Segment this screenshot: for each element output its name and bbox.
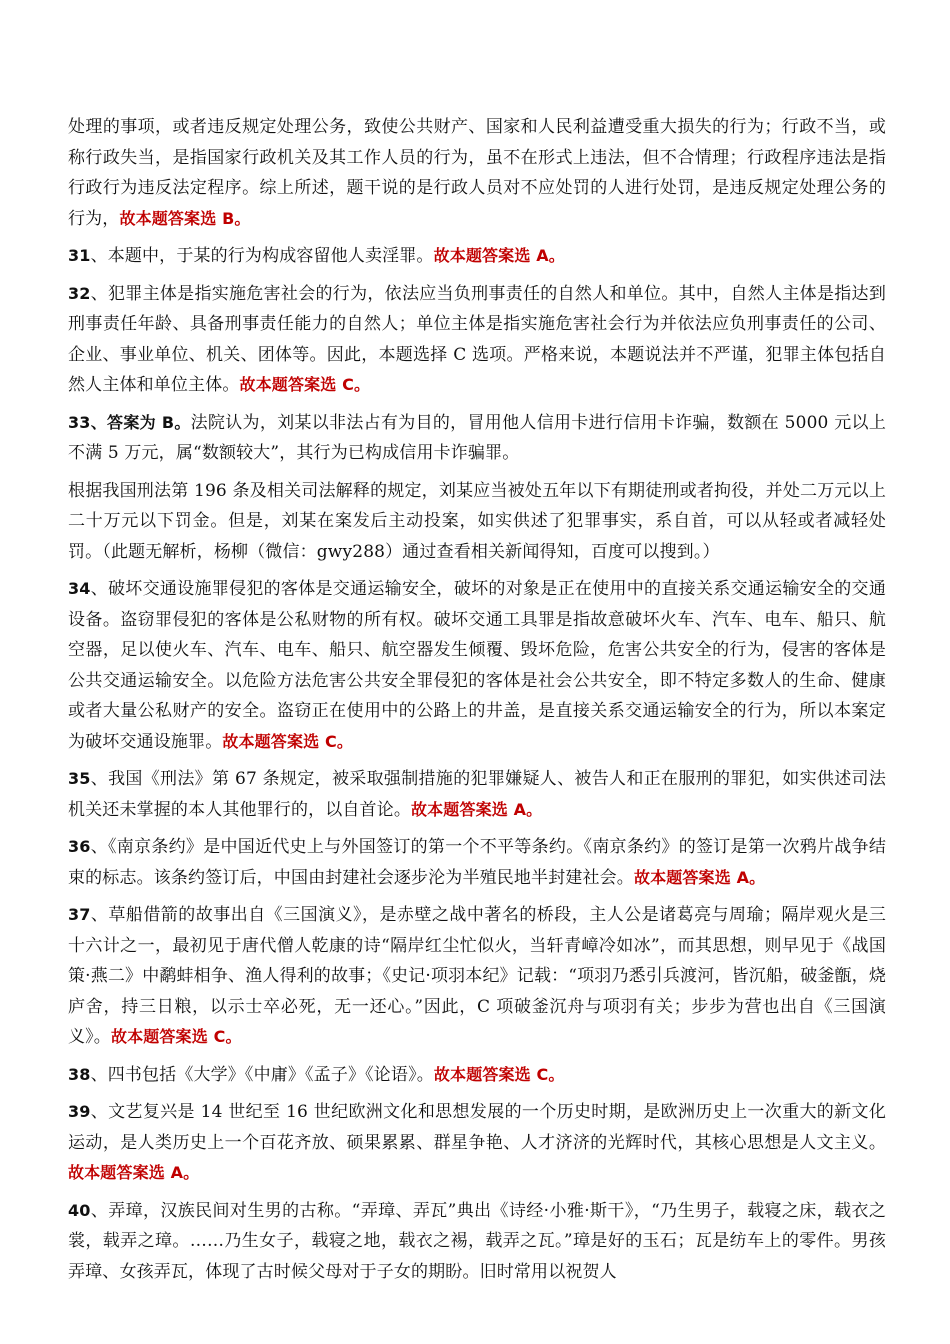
item-number: 31	[68, 246, 91, 265]
paragraph-text: 、犯罪主体是指实施危害社会的行为，依法应当负刑事责任的自然人和单位。其中，自然人主体是指达到刑事责任年龄、具备刑事责任能力的自然人；单位主体是指实施危害社会行为并依法应负刑事责任的公司、企业、事业单位、机关、团体等。因此，本题选择 C 选项。严格来说，本题说法并不严谨，犯罪主体包括自然人主体和单位主体。	[68, 283, 886, 395]
paragraph-text: 处理的事项，或者违反规定处理公务，致使公共财产、国家和人民利益遭受重大损失的行为；行政不当，或称行政失当，是指国家行政机关及其工作人员的行为，虽不在形式上违法，但不合情理；行政程序违法是指行政行为违反法定程序。综上所述，题干说的是行政人员对不应处罚的人进行处罚，是违反规定处理公务的行为，	[68, 117, 886, 229]
paragraph-text: 、文艺复兴是 14 世纪至 16 世纪欧洲文化和思想发展的一个历史时期，是欧洲历史上一次重大的新文化运动，是人类历史上一个百花齐放、硕果累累、群星争艳、人才济济的光辉时代，其核心思想是人文主义。	[68, 1102, 886, 1153]
answer-text: 故本题答案选 A。	[433, 246, 565, 265]
item-number: 38	[68, 1064, 91, 1084]
paragraph-continuation	[68, 112, 886, 234]
paragraph-text: 、四书包括《大学》《中庸》《孟子》《论语》。	[90, 1064, 434, 1085]
answer-item-33	[68, 408, 886, 469]
answer-text: 故本题答案选 A。	[68, 1163, 200, 1182]
answer-text: 故本题答案选 A。	[411, 799, 543, 819]
answer-item-36	[68, 832, 886, 893]
item-number: 37	[68, 905, 91, 924]
document-page	[68, 112, 886, 1294]
answer-item-37	[68, 900, 886, 1053]
answer-item-32	[68, 279, 886, 401]
item-number: 40	[68, 1200, 91, 1220]
answer-text: 故本题答案选 C。	[433, 1064, 565, 1084]
paragraph-text: 、弄璋，汉族民间对生男的古称。“弄璋、弄瓦”典出《诗经·小雅·斯干》，“乃生男子，载寝之床，载衣之裳，载弄之璋。……乃生女子，载寝之地，载衣之裼，载弄之瓦。”璋是好的玉石；瓦是纺车上的零件。男孩弄璋、女孩弄瓦，体现了古时候父母对于子女的期盼。旧时常用以祝贺人	[68, 1200, 886, 1282]
answer-text: 故本题答案选 C。	[110, 1027, 242, 1046]
paragraph-text: 根据我国刑法第 196 条及相关司法解释的规定，刘某应当被处五年以下有期徒刑或者拘役，并处二万元以上二十万元以下罚金。但是，刘某在案发后主动投案，如实供述了犯罪事实，系自首，可以从轻或者减轻处罚。（此题无解析，杨柳（微信：gwy288）通过查看相关新闻得知，百度可以搜到。）	[68, 480, 886, 562]
paragraph-33-detail	[68, 476, 886, 568]
paragraph-text: 、草船借箭的故事出自《三国演义》，是赤壁之战中著名的桥段，主人公是诸葛亮与周瑜；隔岸观火是三十六计之一，最初见于唐代僧人乾康的诗“隔岸红尘忙似火，当轩青嶂冷如冰”，而其思想，则早见于《战国策·燕二》中鹬蚌相争、渔人得利的故事；《史记·项羽本纪》记载：“项羽乃悉引兵渡河，皆沉船，破釜甑，烧庐舍，持三日粮，以示士卒必死，无一还心。”因此，C 项破釜沉舟与项羽有关；步步为营也出自《三国演义》。	[68, 905, 886, 1047]
answer-item-34	[68, 574, 886, 757]
item-number: 35	[68, 769, 91, 788]
item-number: 36	[68, 837, 91, 856]
paragraph-text: 、我国《刑法》第 67 条规定，被采取强制措施的犯罪嫌疑人、被告人和正在服刑的罪犯，如实供述司法机关还未掌握的本人其他罪行的，以自首论。	[68, 769, 886, 820]
item-number: 39	[68, 1102, 91, 1121]
paragraph-text: 、本题中，于某的行为构成容留他人卖淫罪。	[90, 246, 434, 266]
answer-text: 故本题答案选 A。	[633, 867, 766, 887]
answer-label: 、答案为 B。	[90, 412, 191, 432]
answer-text: 故本题答案选 B。	[119, 208, 251, 228]
answer-item-35	[68, 764, 886, 825]
paragraph-text: 、破坏交通设施罪侵犯的客体是交通运输安全，破坏的对象是正在使用中的直接关系交通运输安全的交通设备。盗窃罪侵犯的客体是公私财物的所有权。破坏交通工具罪是指故意破坏火车、汽车、电车、船只、航空器，足以使火车、汽车、电车、船只、航空器发生倾覆、毁坏危险，危害公共安全的行为，侵害的客体是公共交通运输安全。以危险方法危害公共安全罪侵犯的客体是社会公共安全，即不特定多数人的生命、健康或者大量公私财产的安全。盗窃正在使用中的公路上的井盖，是直接关系交通运输安全的行为，所以本案定为破坏交通设施罪。	[68, 579, 886, 752]
item-number: 34	[68, 579, 91, 598]
paragraph-text: 、《南京条约》是中国近代史上与外国签订的第一个不平等条约。《南京条约》的签订是第一次鸦片战争结束的标志。该条约签订后，中国由封建社会逐步沦为半殖民地半封建社会。	[68, 837, 886, 888]
answer-item-40	[68, 1196, 886, 1288]
answer-text: 故本题答案选 C。	[222, 731, 354, 751]
item-number: 32	[68, 283, 91, 303]
answer-item-31	[68, 241, 886, 272]
paragraph-text: 法院认为，刘某以非法占有为目的，冒用他人信用卡进行信用卡诈骗，数额在 5000 元以上不满 5 万元，属“数额较大”，其行为已构成信用卡诈骗罪。	[68, 412, 886, 463]
answer-text: 故本题答案选 C。	[239, 375, 371, 394]
answer-item-38	[68, 1060, 886, 1091]
answer-item-39	[68, 1097, 886, 1189]
item-number: 33	[68, 412, 91, 432]
